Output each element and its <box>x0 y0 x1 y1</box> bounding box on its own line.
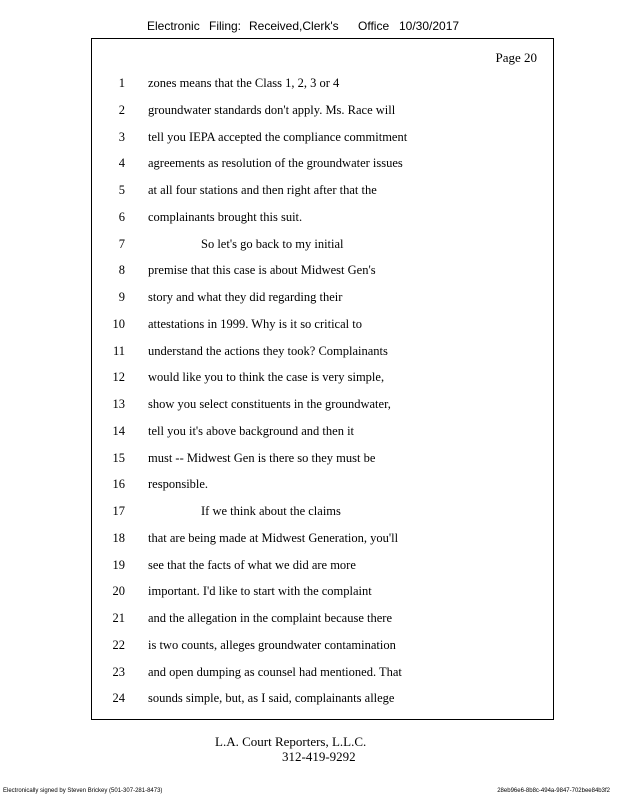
transcript-line <box>101 397 541 415</box>
line-text: zones means that the Class 1, 2, 3 or 4 <box>148 76 340 90</box>
line-text: So let's go back to my initial <box>201 236 344 251</box>
document-hash: 28eb96e6-8b8c-494a-9847-702bee84b3f2 <box>497 788 610 794</box>
header-received: Received,Clerk's <box>249 19 339 33</box>
line-text: and the allegation in the complaint because there <box>148 611 393 625</box>
line-text: and open dumping as counsel had mentioned. That <box>148 664 402 679</box>
transcript-line <box>101 183 541 201</box>
transcript-line <box>101 477 541 495</box>
transcript-line <box>101 290 541 308</box>
line-number: 16 <box>112 477 125 492</box>
line-number: 21 <box>112 611 125 625</box>
line-text: see that the facts of what we did are more <box>148 557 356 572</box>
line-number: 13 <box>112 397 125 411</box>
transcript-page-frame <box>91 38 554 720</box>
transcript-line <box>101 665 541 683</box>
line-number: 1 <box>118 76 125 90</box>
line-text: story and what they did regarding their <box>148 290 343 304</box>
line-number: 15 <box>112 450 125 465</box>
line-number: 8 <box>118 263 125 278</box>
line-number: 6 <box>118 209 125 224</box>
transcript-line <box>101 130 541 148</box>
page-number: Page 20 <box>495 50 537 65</box>
line-text: attestations in 1999. Why is it so critical to <box>148 316 362 331</box>
transcript-line <box>101 156 541 174</box>
line-number: 5 <box>118 183 125 197</box>
line-number: 10 <box>112 316 125 331</box>
header-office: Office <box>358 19 390 33</box>
line-text: premise that this case is about Midwest Gen's <box>148 263 376 278</box>
line-text: understand the actions they took? Complainants <box>148 343 388 358</box>
line-number: 19 <box>112 557 125 572</box>
line-number: 18 <box>112 530 125 545</box>
transcript-line <box>101 531 541 549</box>
line-number: 3 <box>118 129 125 144</box>
electronic-signature: Electronically signed by Steven Brickey (501-307-281-8473) <box>3 788 163 794</box>
transcript-line <box>101 611 541 629</box>
footer-phone: 312-419-9292 <box>282 749 356 764</box>
transcript-line <box>101 317 541 335</box>
transcript-line <box>101 504 541 522</box>
line-text: tell you it's above background and then it <box>148 423 355 438</box>
transcript-line <box>101 76 541 94</box>
transcript-line <box>101 370 541 388</box>
line-number: 20 <box>112 584 125 599</box>
transcript-line <box>101 424 541 442</box>
line-text: If we think about the claims <box>201 504 341 518</box>
line-text: responsible. <box>148 477 209 492</box>
line-text: sounds simple, but, as I said, complainants allege <box>148 691 395 706</box>
line-text: complainants brought this suit. <box>148 209 303 224</box>
line-number: 4 <box>118 156 125 171</box>
line-number: 7 <box>118 236 125 251</box>
header-electronic: Electronic <box>147 19 200 33</box>
filing-header <box>0 19 618 39</box>
transcript-line <box>101 237 541 255</box>
line-text: groundwater standards don't apply. Ms. Race will <box>148 102 396 117</box>
line-number: 24 <box>112 691 125 706</box>
transcript-line <box>101 344 541 362</box>
transcript-line <box>101 210 541 228</box>
transcript-line <box>101 691 541 709</box>
line-text: at all four stations and then right after that the <box>148 183 377 197</box>
line-text: that are being made at Midwest Generation, you'll <box>148 530 399 545</box>
line-number: 11 <box>112 343 125 358</box>
line-number: 14 <box>112 423 125 438</box>
line-number: 23 <box>112 664 125 679</box>
line-number: 17 <box>112 504 125 518</box>
line-text: important. I'd like to start with the complaint <box>148 584 372 599</box>
header-filing: Filing: <box>209 19 242 33</box>
transcript-line <box>101 558 541 576</box>
transcript-line <box>101 263 541 281</box>
line-number: 2 <box>118 102 125 117</box>
line-number: 22 <box>112 637 125 652</box>
line-text: show you select constituents in the groundwater, <box>148 397 391 411</box>
header-date: 10/30/2017 <box>399 19 460 33</box>
line-text: is two counts, alleges groundwater contamination <box>148 637 396 652</box>
line-text: agreements as resolution of the groundwater issues <box>148 156 403 171</box>
line-text: tell you IEPA accepted the compliance commitment <box>148 129 408 144</box>
line-number: 9 <box>118 290 125 304</box>
line-number: 12 <box>112 370 125 385</box>
transcript-line <box>101 638 541 656</box>
transcript-line <box>101 451 541 469</box>
footer-company: L.A. Court Reporters, L.L.C. <box>215 734 367 749</box>
transcript-line <box>101 584 541 602</box>
line-text: would like you to think the case is very simple, <box>148 370 385 385</box>
transcript-line <box>101 103 541 121</box>
line-text: must -- Midwest Gen is there so they must be <box>148 450 376 465</box>
